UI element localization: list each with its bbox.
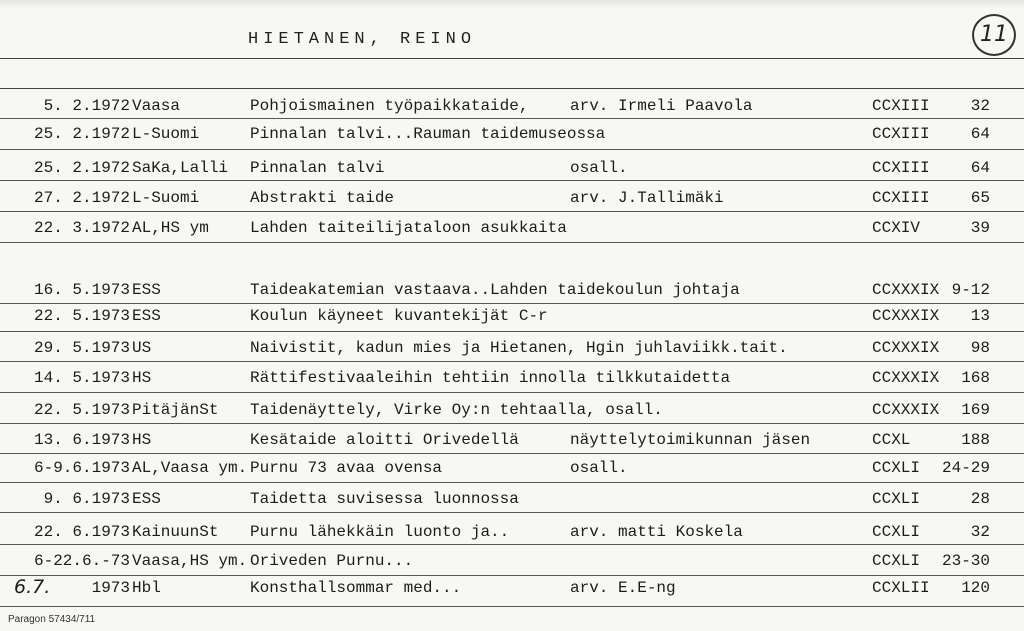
table-row	[0, 304, 1024, 330]
header-rule	[0, 58, 1024, 59]
row-divider	[0, 423, 1024, 424]
entry-date: 29. 5.1973	[33, 339, 130, 357]
entry-date: 22. 3.1972	[33, 219, 130, 237]
entry-source: ESS	[132, 307, 161, 325]
entry-date: 25. 2.1972	[33, 125, 130, 143]
entry-date: 16. 5.1973	[33, 281, 130, 299]
entry-date: 6-9.6.1973	[33, 459, 130, 477]
entry-page: 9-12	[951, 281, 990, 299]
entry-source: AL,Vaasa ym.	[132, 459, 248, 477]
entry-volume: CCXXXIX	[872, 307, 940, 325]
entry-date: 22. 6.1973	[33, 523, 130, 541]
table-row	[0, 549, 1024, 575]
entry-source: PitäjänSt	[132, 401, 219, 419]
entry-title: Pinnalan talvi...Rauman taidemuseossa	[250, 125, 606, 143]
entry-page: 28	[970, 490, 990, 508]
entry-source: ESS	[132, 490, 161, 508]
row-divider	[0, 392, 1024, 393]
entry-volume: CCXL	[872, 431, 911, 449]
entry-date: 9. 6.1973	[43, 490, 130, 508]
entry-date: 14. 5.1973	[33, 369, 130, 387]
entry-note: näyttelytoimikunnan jäsen	[570, 431, 811, 449]
table-row	[0, 576, 1024, 602]
page-number-circled: 11	[972, 14, 1016, 56]
entry-note: arv. J.Tallimäki	[570, 189, 724, 207]
header-rule	[0, 88, 1024, 89]
entry-source: HS	[132, 369, 152, 387]
entry-page: 32	[970, 523, 990, 541]
entry-volume: CCXLII	[872, 579, 930, 597]
entry-source: KainuunSt	[132, 523, 219, 541]
entry-note: osall.	[570, 159, 628, 177]
table-row	[0, 278, 1024, 304]
entry-source: SaKa,Lalli	[132, 159, 229, 177]
row-divider	[0, 453, 1024, 454]
table-row	[0, 94, 1024, 120]
table-row	[0, 186, 1024, 212]
table-row	[0, 520, 1024, 546]
entry-page: 65	[970, 189, 990, 207]
entry-volume: CCXLI	[872, 523, 921, 541]
entry-date: 22. 5.1973	[33, 401, 130, 419]
entry-volume: CCXXXIX	[872, 281, 940, 299]
card-top-edge	[0, 0, 1024, 8]
entry-volume: CCXLI	[872, 490, 921, 508]
entry-note: arv. matti Koskela	[570, 523, 743, 541]
row-divider	[0, 242, 1024, 243]
entry-source: US	[132, 339, 152, 357]
entry-title: Konsthallsommar med...	[250, 579, 462, 597]
table-row	[0, 216, 1024, 242]
entry-title: Koulun käyneet kuvantekijät C-r	[250, 307, 548, 325]
entry-page: 64	[970, 159, 990, 177]
row-divider	[0, 331, 1024, 332]
entry-note: arv. Irmeli Paavola	[570, 97, 753, 115]
entry-volume: CCXIV	[872, 219, 921, 237]
entry-page: 23-30	[941, 552, 990, 570]
entry-volume: CCXXXIX	[872, 401, 940, 419]
row-divider	[0, 606, 1024, 607]
row-divider	[0, 544, 1024, 545]
entry-title: Pohjoismainen työpaikkataide,	[250, 97, 529, 115]
entry-note: osall.	[570, 459, 628, 477]
entry-source: Vaasa	[132, 97, 181, 115]
entry-volume: CCXIII	[872, 189, 930, 207]
entry-date: 5. 2.1972	[43, 97, 130, 115]
entry-title: Naivistit, kadun mies ja Hietanen, Hgin juhlaviikk.tait.	[250, 339, 788, 357]
entry-source: L-Suomi	[132, 189, 200, 207]
entry-volume: CCXXXIX	[872, 339, 940, 357]
entry-page: 188	[961, 431, 990, 449]
entry-volume: CCXIII	[872, 125, 930, 143]
entry-title: Taideakatemian vastaava..Lahden taidekoulun johtaja	[250, 281, 740, 299]
entry-source: AL,HS ym	[132, 219, 209, 237]
entry-source: HS	[132, 431, 152, 449]
entry-title: Kesätaide aloitti Orivedellä	[250, 431, 519, 449]
entry-page: 169	[961, 401, 990, 419]
row-divider	[0, 180, 1024, 181]
entry-source: L-Suomi	[132, 125, 200, 143]
table-row	[0, 487, 1024, 513]
entry-date: 25. 2.1972	[33, 159, 130, 177]
entry-title: Abstrakti taide	[250, 189, 395, 207]
handwritten-date: 6.7.	[14, 576, 51, 598]
row-divider	[0, 149, 1024, 150]
entry-title: Purnu lähekkäin luonto ja..	[250, 523, 510, 541]
entry-volume: CCXXXIX	[872, 369, 940, 387]
table-row	[0, 366, 1024, 392]
entry-title: Rättifestivaaleihin tehtiin innolla tilkkutaidetta	[250, 369, 731, 387]
entry-volume: CCXIII	[872, 97, 930, 115]
entry-volume: CCXIII	[872, 159, 930, 177]
entry-title: Lahden taiteilijataloon asukkaita	[250, 219, 567, 237]
entry-page: 13	[970, 307, 990, 325]
entry-date: 1973	[91, 579, 130, 597]
row-divider	[0, 512, 1024, 513]
table-row	[0, 428, 1024, 454]
table-row	[0, 122, 1024, 148]
entry-date: 27. 2.1972	[33, 189, 130, 207]
entry-title: Pinnalan talvi	[250, 159, 385, 177]
entry-source: Hbl	[132, 579, 161, 597]
entry-source: Vaasa,HS ym.	[132, 552, 248, 570]
entry-page: 32	[970, 97, 990, 115]
entry-volume: CCXLI	[872, 459, 921, 477]
table-row	[0, 156, 1024, 182]
row-divider	[0, 361, 1024, 362]
table-row	[0, 336, 1024, 362]
entry-page: 64	[970, 125, 990, 143]
imprint: Paragon 57434/711	[8, 614, 96, 625]
entry-title: Taidetta suvisessa luonnossa	[250, 490, 519, 508]
table-row	[0, 456, 1024, 482]
entry-page: 24-29	[941, 459, 990, 477]
card-title: HIETANEN, REINO	[248, 30, 477, 49]
table-row	[0, 398, 1024, 424]
entry-date: 13. 6.1973	[33, 431, 130, 449]
entry-date: 22. 5.1973	[33, 307, 130, 325]
entry-page: 39	[970, 219, 990, 237]
entry-title: Taidenäyttely, Virke Oy:n tehtaalla, osall.	[250, 401, 663, 419]
entry-date: 6-22.6.-73	[33, 552, 130, 570]
row-divider	[0, 118, 1024, 119]
entry-note: arv. E.E-ng	[570, 579, 676, 597]
entry-page: 168	[961, 369, 990, 387]
entry-volume: CCXLI	[872, 552, 921, 570]
row-divider	[0, 211, 1024, 212]
entry-title: Oriveden Purnu...	[250, 552, 414, 570]
row-divider	[0, 482, 1024, 483]
entry-title: Purnu 73 avaa ovensa	[250, 459, 443, 477]
entry-page: 120	[961, 579, 990, 597]
entry-page: 98	[970, 339, 990, 357]
entry-source: ESS	[132, 281, 161, 299]
